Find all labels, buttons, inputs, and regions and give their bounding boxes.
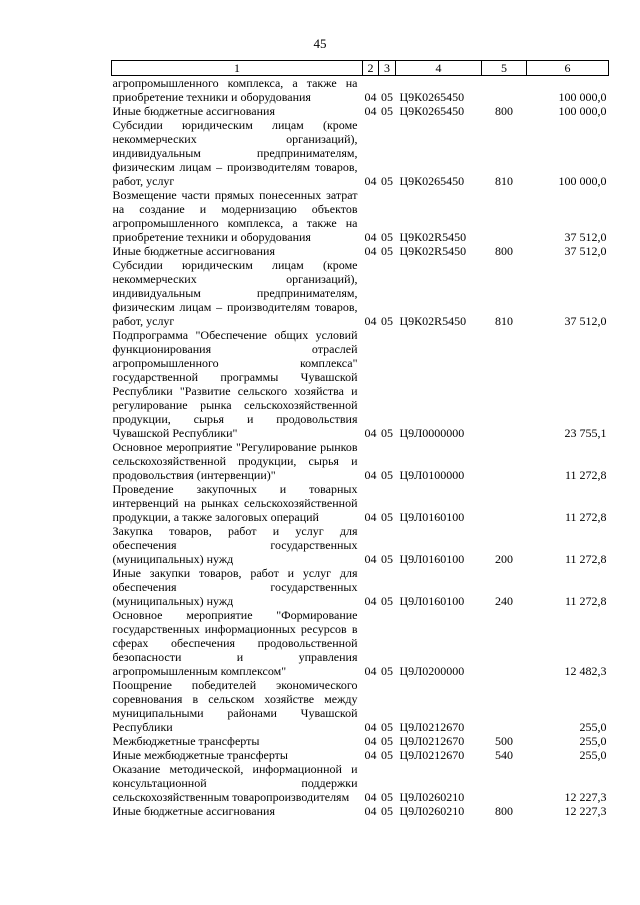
cell-c2: 04	[364, 510, 377, 524]
cell-c3: 05	[381, 90, 393, 104]
cell-amount: 11 272,8	[564, 552, 607, 566]
cell-c2: 04	[364, 552, 377, 566]
table-row	[112, 244, 609, 258]
cell-code: Ц9Л0000000	[399, 426, 465, 440]
cell-amount: 37 512,0	[564, 230, 607, 244]
cell-desc: Иные бюджетные ассигнования	[112, 244, 275, 258]
cell-c3: 05	[381, 664, 393, 678]
cell-amount: 12 227,3	[564, 804, 607, 818]
cell-desc: Иные закупки товаров, работ и услуг для обеспечения государственных (муниципальных) нужд	[112, 566, 358, 608]
cell-c3: 05	[381, 468, 393, 482]
cell-c5: 800	[495, 804, 513, 818]
cell-c2: 04	[364, 426, 377, 440]
cell-c5	[482, 440, 527, 482]
cell-c3: 05	[381, 104, 393, 118]
cell-amount: 255,0	[579, 748, 607, 762]
cell-c3: 05	[381, 594, 393, 608]
table-row	[112, 104, 609, 118]
cell-code: Ц9Л0160100	[399, 594, 465, 608]
cell-c5: 200	[495, 552, 513, 566]
cell-c5: 810	[495, 314, 513, 328]
cell-code: Ц9Л0160100	[399, 552, 465, 566]
cell-c3: 05	[381, 510, 393, 524]
cell-code: Ц9К02R5450	[399, 314, 467, 328]
cell-code: Ц9К02R5450	[399, 244, 467, 258]
cell-c5: 800	[495, 104, 513, 118]
cell-amount: 100 000,0	[558, 174, 607, 188]
cell-c2: 04	[364, 804, 377, 818]
cell-code: Ц9К0265450	[399, 174, 465, 188]
column-header: 4	[396, 61, 482, 76]
table-row	[112, 762, 609, 804]
table-row	[112, 76, 609, 105]
cell-c2: 04	[364, 664, 377, 678]
cell-c5	[482, 328, 527, 440]
column-header: 1	[112, 61, 363, 76]
cell-desc: Подпрограмма "Обеспечение общих условий функционирования отраслей агропромышленного комплекса" государственной программы Чувашской Республики "Развитие сельского хозяйства и регулирование рынка сельскохозяйственной продукции, сырья и продовольствия Чувашской Республики"	[112, 328, 358, 440]
cell-code: Ц9Л0212670	[399, 720, 465, 734]
cell-c5	[482, 608, 527, 678]
cell-amount: 255,0	[579, 734, 607, 748]
cell-c3: 05	[381, 244, 393, 258]
cell-amount: 12 227,3	[564, 790, 607, 804]
cell-c2: 04	[364, 734, 377, 748]
cell-c3: 05	[381, 314, 393, 328]
column-header: 6	[527, 61, 609, 76]
cell-amount: 11 272,8	[564, 510, 607, 524]
cell-code: Ц9Л0200000	[399, 664, 465, 678]
table-row	[112, 258, 609, 328]
page-number: 45	[313, 36, 327, 51]
cell-c2: 04	[364, 104, 377, 118]
cell-c5	[482, 482, 527, 524]
cell-amount: 11 272,8	[564, 468, 607, 482]
cell-c5	[482, 76, 527, 105]
cell-c2: 04	[364, 174, 377, 188]
cell-c2: 04	[364, 594, 377, 608]
cell-c3: 05	[381, 230, 393, 244]
cell-c5: 810	[495, 174, 513, 188]
cell-desc: Возмещение части прямых понесенных затрат на создание и модернизацию объектов агропромышленного комплекса, а также на приобретение техники и оборудования	[112, 188, 358, 244]
cell-code: Ц9Л0212670	[399, 748, 465, 762]
cell-c3: 05	[381, 552, 393, 566]
cell-amount: 11 272,8	[564, 594, 607, 608]
cell-c3: 05	[381, 426, 393, 440]
table-row	[112, 482, 609, 524]
cell-desc: Иные бюджетные ассигнования	[112, 104, 275, 118]
cell-desc: Межбюджетные трансферты	[112, 734, 260, 748]
table-row	[112, 118, 609, 188]
table-row	[112, 188, 609, 244]
cell-amount: 37 512,0	[564, 244, 607, 258]
cell-amount: 255,0	[579, 720, 607, 734]
cell-c2: 04	[364, 244, 377, 258]
cell-code: Ц9Л0160100	[399, 510, 465, 524]
column-header: 3	[379, 61, 396, 76]
cell-c5: 500	[495, 734, 513, 748]
cell-c3: 05	[381, 174, 393, 188]
table-row	[112, 748, 609, 762]
cell-desc: Субсидии юридическим лицам (кроме некоммерческих организаций), индивидуальным предпринимателям, физическим лицам – производителям товаров, работ, услуг	[112, 258, 358, 328]
cell-desc: Иные бюджетные ассигнования	[112, 804, 275, 818]
table-row	[112, 678, 609, 734]
cell-desc: Основное мероприятие "Регулирование рынков сельскохозяйственной продукции, сырья и продовольствия (интервенции)"	[112, 440, 358, 482]
cell-code: Ц9Л0100000	[399, 468, 465, 482]
cell-c5: 540	[495, 748, 513, 762]
cell-c5	[482, 678, 527, 734]
table-body	[112, 76, 609, 819]
table-header-row	[112, 61, 609, 76]
cell-code: Ц9К0265450	[399, 90, 465, 104]
cell-desc: Поощрение победителей экономического соревнования в сельском хозяйстве между муниципальными районами Чувашской Республики	[112, 678, 358, 734]
cell-c5	[482, 188, 527, 244]
cell-code: Ц9Л0260210	[399, 790, 465, 804]
cell-amount: 37 512,0	[564, 314, 607, 328]
table-row	[112, 566, 609, 608]
cell-desc: Закупка товаров, работ и услуг для обеспечения государственных (муниципальных) нужд	[112, 524, 358, 566]
cell-c3: 05	[381, 734, 393, 748]
column-header: 2	[363, 61, 379, 76]
cell-code: Ц9Л0260210	[399, 804, 465, 818]
budget-table	[111, 60, 609, 818]
cell-c5	[482, 762, 527, 804]
table-row	[112, 608, 609, 678]
cell-desc: Оказание методической, информационной и консультационной поддержки сельскохозяйственным товаропроизводителям	[112, 762, 358, 804]
column-header: 5	[482, 61, 527, 76]
cell-desc: Основное мероприятие "Формирование государственных информационных ресурсов в сферах обеспечения продовольственной безопасности и управления агропромышленным комплексом"	[112, 608, 358, 678]
cell-c2: 04	[364, 468, 377, 482]
cell-desc: Проведение закупочных и товарных интервенций на рынках сельскохозяйственной продукции, а также залоговых операций	[112, 482, 358, 524]
cell-desc: Субсидии юридическим лицам (кроме некоммерческих организаций), индивидуальным предпринимателям, физическим лицам – производителям товаров, работ, услуг	[112, 118, 358, 188]
cell-c3: 05	[381, 720, 393, 734]
cell-c2: 04	[364, 314, 377, 328]
cell-amount: 100 000,0	[558, 90, 607, 104]
cell-code: Ц9К0265450	[399, 104, 465, 118]
cell-code: Ц9Л0212670	[399, 734, 465, 748]
cell-c3: 05	[381, 748, 393, 762]
table-row	[112, 804, 609, 818]
cell-c2: 04	[364, 230, 377, 244]
cell-c5: 240	[495, 594, 513, 608]
cell-amount: 100 000,0	[558, 104, 607, 118]
cell-c2: 04	[364, 748, 377, 762]
cell-c3: 05	[381, 790, 393, 804]
table-row	[112, 734, 609, 748]
cell-desc: Иные межбюджетные трансферты	[112, 748, 288, 762]
cell-desc: агропромышленного комплекса, а также на приобретение техники и оборудования	[112, 76, 358, 104]
cell-c2: 04	[364, 90, 377, 104]
table-row	[112, 524, 609, 566]
cell-code: Ц9К02R5450	[399, 230, 467, 244]
table-row	[112, 328, 609, 440]
cell-amount: 12 482,3	[564, 664, 607, 678]
cell-amount: 23 755,1	[564, 426, 607, 440]
cell-c5: 800	[495, 244, 513, 258]
table-row	[112, 440, 609, 482]
cell-c3: 05	[381, 804, 393, 818]
cell-c2: 04	[364, 790, 377, 804]
cell-c2: 04	[364, 720, 377, 734]
